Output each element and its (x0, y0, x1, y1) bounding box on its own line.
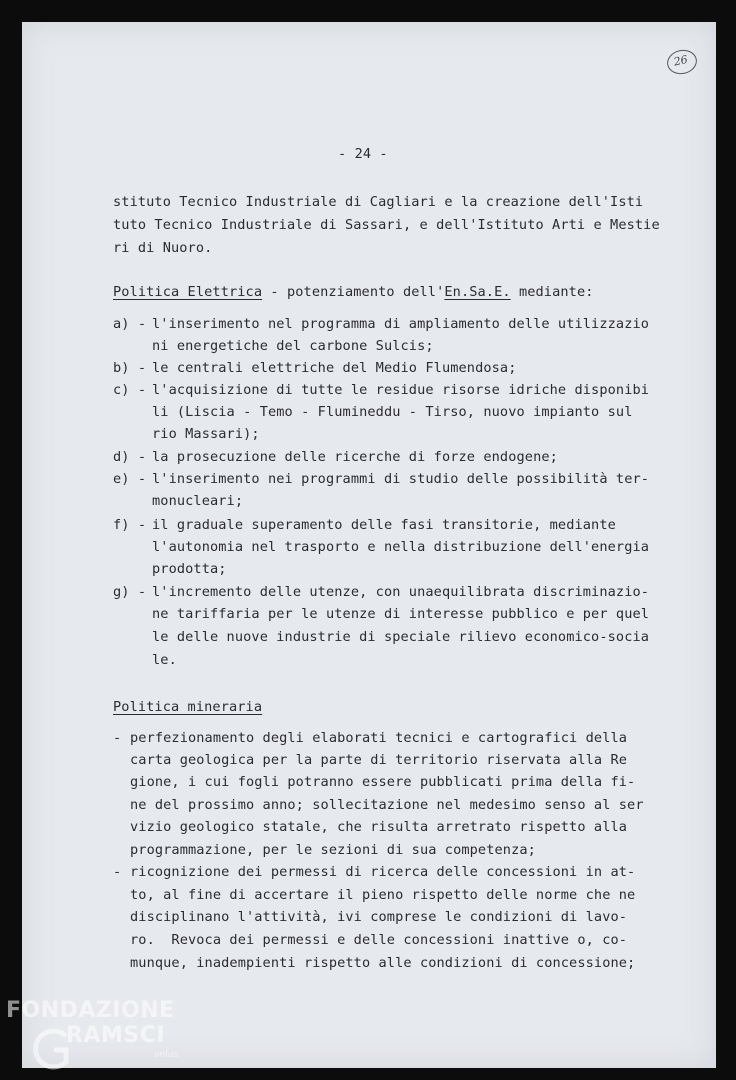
mineraria-line: ricognizione dei permessi di ricerca delle concessioni in at- (130, 864, 636, 880)
item-label: b) - (113, 360, 147, 376)
fondazione-gramsci-watermark (6, 998, 196, 1078)
item-line: le. (152, 652, 177, 668)
item-line: l'incremento delle utenze, con unaequilibrata discriminazio- (152, 584, 650, 600)
item-label: f) - (113, 517, 147, 533)
mineraria-line: vizio geologico statale, che risulta arretrato rispetto alla (130, 819, 628, 835)
item-line: l'autonomia nel trasporto e nella distribuzione dell'energia (152, 539, 650, 555)
item-label: g) - (113, 584, 147, 600)
item-label: c) - (113, 382, 147, 398)
mineraria-line: carta geologica per la parte di territorio riservata alla Re (130, 752, 628, 768)
item-line: prodotta; (152, 561, 227, 577)
elettrica-heading: Politica Elettrica (113, 284, 263, 300)
page-number: - 24 - (338, 146, 388, 162)
mineraria-line: disciplinano l'attività, ivi comprese le condizioni di lavo- (130, 909, 628, 925)
intro-line: ri di Nuoro. (113, 240, 213, 256)
item-line: la prosecuzione delle ricerche di forze endogene; (152, 449, 558, 465)
item-line: ni energetiche del carbone Sulcis; (152, 338, 434, 354)
item-line: l'inserimento nel programma di ampliamento delle utilizzazio (152, 316, 650, 332)
mineraria-line: programmazione, per le sezioni di sua competenza; (130, 842, 536, 858)
mineraria-line: to, al fine di accertare il pieno rispetto delle norme che ne (130, 887, 636, 903)
elettrica-sep: - potenziamento dell' (262, 284, 445, 300)
mineraria-line: gione, i cui fogli potranno essere pubblicati prima della fi- (130, 774, 636, 790)
mineraria-heading: Politica mineraria (113, 699, 263, 715)
mineraria-line: ro. Revoca dei permessi e delle concessioni inattive o, co- (130, 932, 628, 948)
item-line: l'acquisizione di tutte le residue risorse idriche disponibi (152, 382, 650, 398)
intro-line: tuto Tecnico Industriale di Sassari, e dell'Istituto Arti e Mestie (113, 217, 660, 233)
intro-line: stituto Tecnico Industriale di Cagliari e la creazione dell'Isti (113, 194, 644, 210)
item-line: le delle nuove industrie di speciale rilievo economico-socia (152, 629, 650, 645)
item-line: l'inserimento nei programmi di studio delle possibilità ter- (152, 471, 650, 487)
watermark-line1: FONDAZIONE (6, 998, 175, 1023)
elettrica-heading-line (113, 281, 594, 303)
stamp-number: 26 (672, 52, 689, 69)
item-line: ne tariffaria per le utenze di interesse pubblico e per quel (152, 606, 650, 622)
bullet-dash: - (113, 864, 122, 880)
item-line: il graduale superamento delle fasi transitorie, mediante (152, 517, 616, 533)
elettrica-tail: mediante: (510, 284, 594, 300)
bullet-dash: - (113, 730, 122, 746)
item-label: d) - (113, 449, 147, 465)
item-label: e) - (113, 471, 147, 487)
watermark-line3: onlus (154, 1050, 179, 1060)
item-line: rio Massari); (152, 426, 260, 442)
ensae-abbrev: En.Sa.E. (444, 284, 511, 300)
mineraria-line: munque, inadempienti rispetto alle condizioni di concessione; (130, 955, 636, 971)
item-line: le centrali elettriche del Medio Flumendosa; (152, 360, 517, 376)
mineraria-line: perfezionamento degli elaborati tecnici e cartografici della (130, 730, 628, 746)
item-line: monucleari; (152, 493, 244, 509)
mineraria-line: ne del prossimo anno; sollecitazione nel medesimo senso al ser (130, 797, 644, 813)
item-line: li (Liscia - Temo - Flumineddu - Tirso, nuovo impianto sul (152, 404, 633, 420)
item-label: a) - (113, 316, 147, 332)
watermark-line2: RAMSCI (66, 1023, 166, 1048)
